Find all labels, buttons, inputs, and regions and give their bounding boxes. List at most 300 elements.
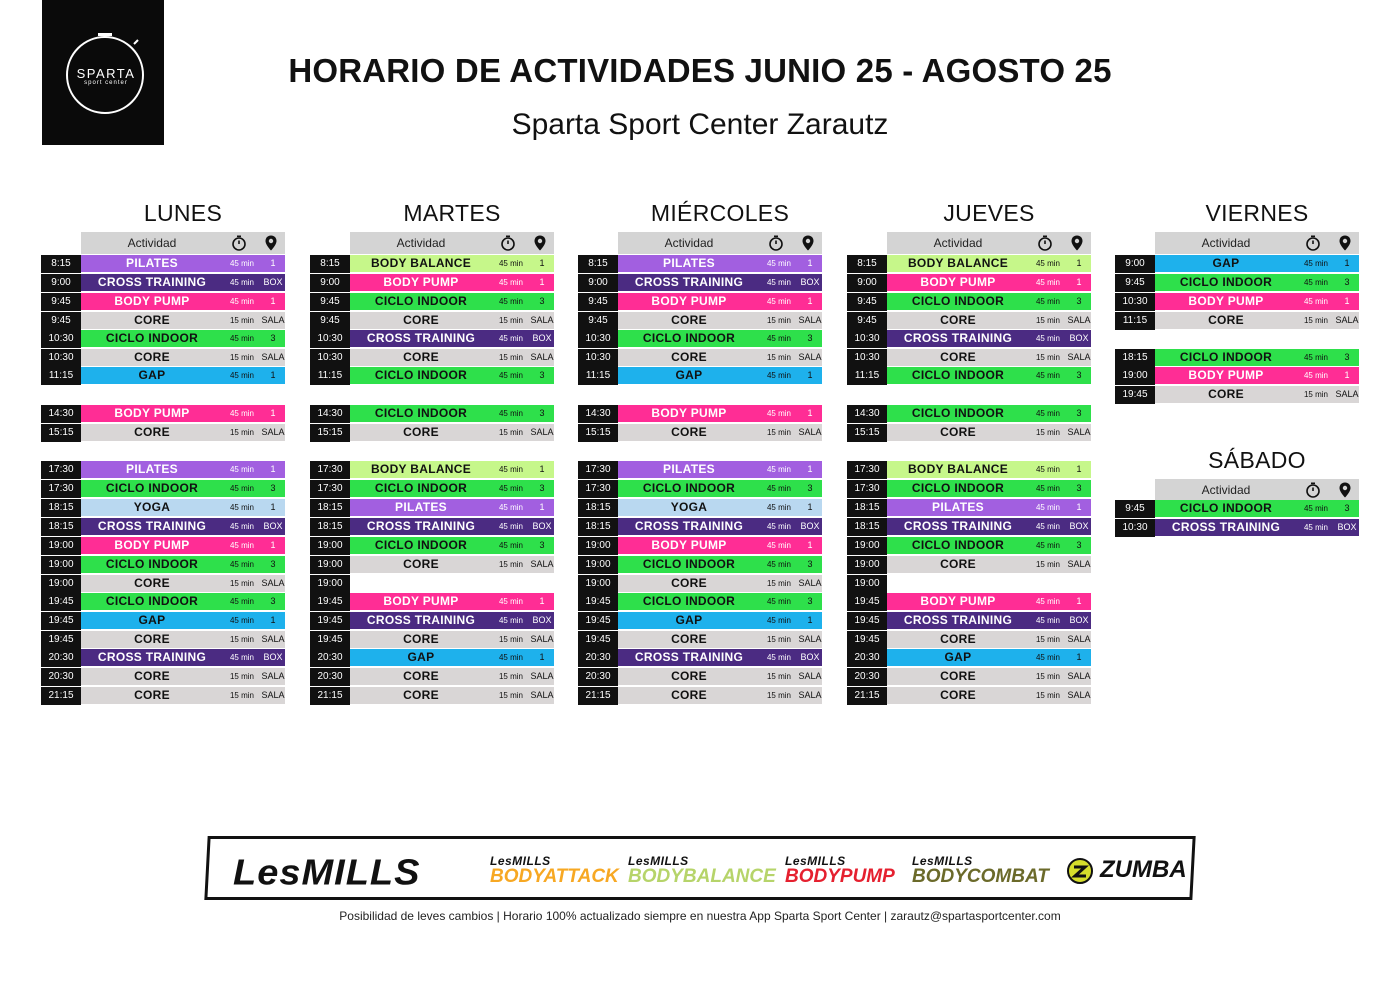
class-room: 3 bbox=[539, 370, 545, 380]
class-duration: 15 min bbox=[1035, 316, 1060, 325]
class-time: 14:30 bbox=[847, 405, 887, 423]
class-activity: YOGA bbox=[133, 500, 171, 514]
class-activity: CICLO INDOOR bbox=[642, 481, 736, 495]
class-duration: 45 min bbox=[1035, 484, 1060, 493]
class-duration: 45 min bbox=[498, 259, 523, 268]
class-time: 9:45 bbox=[41, 312, 81, 330]
class-activity: CROSS TRAINING bbox=[97, 650, 207, 664]
schedule-row bbox=[41, 255, 285, 273]
class-time: 20:30 bbox=[578, 649, 618, 667]
class-activity: CICLO INDOOR bbox=[642, 331, 736, 345]
class-time: 8:15 bbox=[847, 255, 887, 273]
class-time: 19:00 bbox=[310, 575, 350, 593]
schedule-row bbox=[41, 612, 285, 630]
schedule-row bbox=[310, 499, 554, 517]
class-time: 15:15 bbox=[310, 424, 350, 442]
class-duration: 15 min bbox=[766, 691, 791, 700]
schedule-row bbox=[847, 330, 1091, 348]
class-room: 3 bbox=[270, 596, 276, 606]
class-cell bbox=[81, 349, 285, 367]
class-duration: 45 min bbox=[1035, 371, 1060, 380]
schedule-row bbox=[41, 537, 285, 555]
class-duration: 45 min bbox=[766, 371, 791, 380]
class-duration: 45 min bbox=[229, 297, 254, 306]
schedule-row bbox=[578, 575, 822, 593]
activity-header-label: Actividad bbox=[396, 236, 446, 250]
class-duration: 15 min bbox=[229, 353, 254, 362]
class-room: 3 bbox=[1076, 540, 1082, 550]
class-room: 1 bbox=[1344, 258, 1350, 268]
class-time: 19:00 bbox=[578, 575, 618, 593]
day-table-header bbox=[81, 232, 285, 254]
class-time: 9:00 bbox=[847, 274, 887, 292]
class-time: 9:45 bbox=[578, 312, 618, 330]
schedule-row bbox=[847, 687, 1091, 705]
lesmills-logo: LesMILLS bbox=[233, 853, 421, 893]
schedule-row bbox=[578, 424, 822, 442]
class-duration: 45 min bbox=[1303, 259, 1328, 268]
class-activity: BODY PUMP bbox=[651, 294, 727, 308]
class-room: SALA bbox=[261, 690, 285, 700]
class-time: 8:15 bbox=[310, 255, 350, 273]
class-activity: CICLO INDOOR bbox=[105, 331, 199, 345]
schedule-row bbox=[578, 480, 822, 498]
class-time: 10:30 bbox=[847, 330, 887, 348]
class-time: 17:30 bbox=[41, 480, 81, 498]
zumba-icon bbox=[1066, 857, 1094, 885]
class-cell bbox=[81, 612, 285, 630]
schedule-row bbox=[847, 631, 1091, 649]
class-duration: 45 min bbox=[1035, 409, 1060, 418]
day-table-header bbox=[1155, 232, 1359, 254]
class-cell bbox=[1155, 367, 1359, 385]
class-time: 9:00 bbox=[310, 274, 350, 292]
schedule-row bbox=[578, 405, 822, 423]
class-activity: CROSS TRAINING bbox=[634, 650, 744, 664]
class-duration: 45 min bbox=[1303, 504, 1328, 513]
class-duration: 15 min bbox=[229, 579, 254, 588]
class-time: 15:15 bbox=[41, 424, 81, 442]
class-cell bbox=[1155, 349, 1359, 367]
class-cell bbox=[618, 518, 822, 536]
class-room: 3 bbox=[539, 540, 545, 550]
class-cell bbox=[81, 575, 285, 593]
class-activity: CICLO INDOOR bbox=[1179, 275, 1273, 289]
class-duration: 45 min bbox=[229, 334, 254, 343]
class-time: 19:00 bbox=[847, 575, 887, 593]
class-activity: GAP bbox=[138, 613, 166, 627]
class-time: 9:45 bbox=[847, 312, 887, 330]
schedule-row bbox=[41, 668, 285, 686]
class-activity: PILATES bbox=[663, 256, 715, 270]
schedule-row bbox=[310, 649, 554, 667]
class-room: SALA bbox=[1335, 315, 1359, 325]
class-duration: 15 min bbox=[498, 691, 523, 700]
class-cell bbox=[887, 255, 1091, 273]
class-duration: 45 min bbox=[766, 278, 791, 287]
class-cell bbox=[887, 424, 1091, 442]
schedule-row bbox=[41, 461, 285, 479]
class-room: 1 bbox=[1344, 370, 1350, 380]
class-activity: BODY PUMP bbox=[920, 594, 996, 608]
class-time: 17:30 bbox=[310, 480, 350, 498]
day-table-header bbox=[887, 232, 1091, 254]
class-activity: CICLO INDOOR bbox=[1179, 501, 1273, 515]
class-activity: BODY PUMP bbox=[383, 275, 459, 289]
class-time: 19:00 bbox=[310, 556, 350, 574]
footer-note: Posibilidad de leves cambios | Horario 100% actualizado siempre en nuestra App Sparta Sport Center | zarautz@spartasportcenter.com bbox=[339, 909, 1061, 923]
program-logo-1 bbox=[628, 854, 776, 888]
schedule-row bbox=[310, 668, 554, 686]
class-duration: 45 min bbox=[229, 541, 254, 550]
schedule-row bbox=[578, 612, 822, 630]
schedule-row bbox=[1115, 519, 1359, 537]
class-activity: CORE bbox=[940, 350, 976, 364]
schedule-row bbox=[310, 480, 554, 498]
schedule-row bbox=[578, 330, 822, 348]
class-duration: 15 min bbox=[766, 428, 791, 437]
class-time: 9:45 bbox=[41, 293, 81, 311]
class-room: SALA bbox=[1067, 559, 1091, 569]
class-duration: 45 min bbox=[766, 597, 791, 606]
class-time: 8:15 bbox=[578, 255, 618, 273]
class-activity: CORE bbox=[1208, 313, 1244, 327]
class-cell bbox=[1155, 386, 1359, 404]
class-room: 1 bbox=[807, 502, 813, 512]
class-duration: 45 min bbox=[498, 503, 523, 512]
class-activity: CORE bbox=[671, 632, 707, 646]
class-duration: 45 min bbox=[766, 541, 791, 550]
class-room: 1 bbox=[539, 277, 545, 287]
schedule-row bbox=[578, 668, 822, 686]
class-room: 1 bbox=[539, 596, 545, 606]
class-room: SALA bbox=[798, 352, 822, 362]
class-activity: GAP bbox=[1212, 256, 1240, 270]
class-room: 3 bbox=[1076, 296, 1082, 306]
schedule-row bbox=[847, 312, 1091, 330]
schedule-row bbox=[578, 537, 822, 555]
class-activity: CORE bbox=[940, 557, 976, 571]
program-brand: LesMILLS bbox=[628, 854, 689, 868]
class-room: 3 bbox=[1076, 408, 1082, 418]
class-room: BOX bbox=[1069, 333, 1089, 343]
class-duration: 15 min bbox=[229, 316, 254, 325]
class-duration: 45 min bbox=[1035, 541, 1060, 550]
class-room: 1 bbox=[807, 408, 813, 418]
schedule-row bbox=[41, 556, 285, 574]
schedule-row bbox=[578, 367, 822, 385]
class-cell bbox=[887, 537, 1091, 555]
activity-header-label: Actividad bbox=[933, 236, 983, 250]
schedule-row bbox=[310, 312, 554, 330]
class-cell bbox=[618, 293, 822, 311]
class-room: 1 bbox=[1076, 502, 1082, 512]
class-cell bbox=[350, 293, 554, 311]
class-cell bbox=[81, 255, 285, 273]
class-duration: 45 min bbox=[1303, 278, 1328, 287]
class-cell bbox=[81, 593, 285, 611]
class-time: 19:45 bbox=[310, 612, 350, 630]
class-cell bbox=[1155, 500, 1359, 518]
class-time: 18:15 bbox=[41, 518, 81, 536]
class-room: BOX bbox=[1069, 521, 1089, 531]
class-activity: CICLO INDOOR bbox=[374, 368, 468, 382]
class-activity: BODY PUMP bbox=[1188, 368, 1264, 382]
class-time: 19:45 bbox=[578, 631, 618, 649]
class-time: 17:30 bbox=[578, 461, 618, 479]
class-room: 1 bbox=[807, 296, 813, 306]
class-room: SALA bbox=[261, 671, 285, 681]
class-time: 10:30 bbox=[41, 349, 81, 367]
schedule-row bbox=[310, 330, 554, 348]
class-cell bbox=[350, 537, 554, 555]
class-cell bbox=[887, 668, 1091, 686]
class-duration: 15 min bbox=[498, 672, 523, 681]
class-duration: 45 min bbox=[766, 616, 791, 625]
class-duration: 15 min bbox=[1303, 390, 1328, 399]
program-brand: LesMILLS bbox=[490, 854, 551, 868]
schedule-row bbox=[847, 499, 1091, 517]
class-cell bbox=[350, 575, 554, 593]
schedule-row bbox=[1115, 312, 1359, 330]
class-activity: CROSS TRAINING bbox=[97, 519, 207, 533]
class-time: 10:30 bbox=[578, 330, 618, 348]
class-time: 9:00 bbox=[1115, 255, 1155, 273]
class-duration: 15 min bbox=[498, 635, 523, 644]
class-activity: PILATES bbox=[126, 462, 178, 476]
class-room: BOX bbox=[800, 277, 820, 287]
class-duration: 45 min bbox=[1035, 616, 1060, 625]
schedule-row bbox=[578, 312, 822, 330]
class-room: 1 bbox=[1076, 464, 1082, 474]
class-duration: 45 min bbox=[498, 409, 523, 418]
class-cell bbox=[887, 312, 1091, 330]
class-cell bbox=[350, 612, 554, 630]
class-activity: CORE bbox=[671, 669, 707, 683]
schedule-row bbox=[578, 293, 822, 311]
class-duration: 45 min bbox=[766, 653, 791, 662]
class-time: 19:00 bbox=[847, 537, 887, 555]
class-activity: BODY PUMP bbox=[114, 538, 190, 552]
class-duration: 45 min bbox=[1303, 523, 1328, 532]
class-cell bbox=[81, 631, 285, 649]
class-activity: CORE bbox=[403, 557, 439, 571]
class-cell bbox=[81, 499, 285, 517]
class-duration: 45 min bbox=[229, 522, 254, 531]
schedule-row bbox=[310, 424, 554, 442]
class-activity: GAP bbox=[407, 650, 435, 664]
class-duration: 45 min bbox=[1035, 465, 1060, 474]
class-activity: CORE bbox=[671, 576, 707, 590]
class-activity: CORE bbox=[940, 425, 976, 439]
day-name: MIÉRCOLES bbox=[650, 200, 790, 226]
class-activity: GAP bbox=[675, 368, 703, 382]
class-activity: CORE bbox=[671, 313, 707, 327]
class-time: 21:15 bbox=[41, 687, 81, 705]
schedule-row bbox=[578, 556, 822, 574]
schedule-row bbox=[847, 556, 1091, 574]
class-activity: PILATES bbox=[932, 500, 984, 514]
class-time: 19:00 bbox=[578, 556, 618, 574]
class-activity: CORE bbox=[1208, 387, 1244, 401]
class-cell bbox=[887, 593, 1091, 611]
class-cell bbox=[618, 480, 822, 498]
class-duration: 45 min bbox=[229, 371, 254, 380]
class-room: 1 bbox=[539, 652, 545, 662]
class-duration: 15 min bbox=[498, 428, 523, 437]
class-activity: CICLO INDOOR bbox=[105, 594, 199, 608]
class-cell bbox=[887, 405, 1091, 423]
class-duration: 45 min bbox=[1035, 597, 1060, 606]
sparta-logo-text: SPARTA bbox=[76, 66, 136, 81]
day-name: JUEVES bbox=[943, 200, 1035, 226]
class-cell bbox=[887, 556, 1091, 574]
class-room: BOX bbox=[532, 333, 552, 343]
class-time: 19:45 bbox=[578, 612, 618, 630]
class-time: 9:45 bbox=[1115, 500, 1155, 518]
schedule-row bbox=[578, 461, 822, 479]
schedule-row bbox=[310, 293, 554, 311]
class-activity: CORE bbox=[134, 350, 170, 364]
class-room: 3 bbox=[270, 333, 276, 343]
class-cell bbox=[618, 405, 822, 423]
class-time: 20:30 bbox=[41, 649, 81, 667]
schedule-row bbox=[310, 349, 554, 367]
class-time: 20:30 bbox=[578, 668, 618, 686]
class-activity: CICLO INDOOR bbox=[105, 557, 199, 571]
class-room: SALA bbox=[1067, 315, 1091, 325]
class-cell bbox=[81, 312, 285, 330]
schedule-row bbox=[578, 499, 822, 517]
class-room: SALA bbox=[530, 690, 554, 700]
class-cell bbox=[618, 631, 822, 649]
class-cell bbox=[1155, 274, 1359, 292]
location-pin-icon bbox=[799, 234, 817, 252]
schedule-row bbox=[847, 424, 1091, 442]
schedule-row bbox=[310, 274, 554, 292]
class-cell bbox=[350, 367, 554, 385]
class-cell bbox=[350, 593, 554, 611]
class-cell bbox=[81, 424, 285, 442]
class-time: 19:00 bbox=[41, 575, 81, 593]
class-room: 3 bbox=[1344, 352, 1350, 362]
class-room: 3 bbox=[1076, 483, 1082, 493]
class-duration: 45 min bbox=[498, 653, 523, 662]
schedule-row bbox=[578, 631, 822, 649]
class-time: 10:30 bbox=[1115, 519, 1155, 537]
class-duration: 45 min bbox=[766, 522, 791, 531]
class-duration: 15 min bbox=[1035, 691, 1060, 700]
schedule-row bbox=[41, 367, 285, 385]
class-cell bbox=[1155, 293, 1359, 311]
class-duration: 45 min bbox=[229, 465, 254, 474]
class-activity: CORE bbox=[940, 632, 976, 646]
class-room: BOX bbox=[263, 277, 283, 287]
class-duration: 15 min bbox=[229, 635, 254, 644]
class-room: 3 bbox=[807, 483, 813, 493]
class-time: 20:30 bbox=[41, 668, 81, 686]
class-time: 9:45 bbox=[1115, 274, 1155, 292]
location-pin-icon bbox=[531, 234, 549, 252]
class-activity: CORE bbox=[403, 425, 439, 439]
class-duration: 45 min bbox=[498, 297, 523, 306]
class-activity: BODY PUMP bbox=[383, 594, 459, 608]
schedule-row bbox=[41, 293, 285, 311]
class-time: 18:15 bbox=[310, 518, 350, 536]
program-name: BODYPUMP bbox=[785, 866, 895, 887]
class-activity: CORE bbox=[671, 425, 707, 439]
class-activity: BODY PUMP bbox=[114, 294, 190, 308]
class-cell bbox=[350, 255, 554, 273]
class-time: 18:15 bbox=[1115, 349, 1155, 367]
schedule-row bbox=[41, 518, 285, 536]
schedule-row bbox=[1115, 255, 1359, 273]
schedule-row bbox=[847, 575, 1091, 593]
class-cell bbox=[81, 537, 285, 555]
schedule-row bbox=[41, 349, 285, 367]
location-pin-icon bbox=[1336, 481, 1354, 499]
class-activity: BODY BALANCE bbox=[907, 462, 1009, 476]
schedule-row bbox=[578, 593, 822, 611]
class-time: 10:30 bbox=[578, 349, 618, 367]
schedule-row bbox=[310, 593, 554, 611]
activity-header-label: Actividad bbox=[1201, 236, 1251, 250]
class-room: BOX bbox=[263, 652, 283, 662]
class-time: 19:00 bbox=[578, 537, 618, 555]
class-time: 10:30 bbox=[41, 330, 81, 348]
class-time: 19:00 bbox=[1115, 367, 1155, 385]
class-cell bbox=[350, 668, 554, 686]
class-activity: CORE bbox=[134, 425, 170, 439]
class-cell bbox=[887, 349, 1091, 367]
class-room: SALA bbox=[261, 427, 285, 437]
class-room: 1 bbox=[807, 464, 813, 474]
class-cell bbox=[81, 480, 285, 498]
schedule-row bbox=[1115, 293, 1359, 311]
class-activity: BODY PUMP bbox=[651, 406, 727, 420]
class-activity: CORE bbox=[940, 669, 976, 683]
class-time: 11:15 bbox=[578, 367, 618, 385]
schedule-row bbox=[41, 405, 285, 423]
class-duration: 45 min bbox=[498, 541, 523, 550]
schedule-row bbox=[847, 367, 1091, 385]
class-cell bbox=[81, 405, 285, 423]
schedule-row bbox=[847, 274, 1091, 292]
schedule-row bbox=[1115, 349, 1359, 367]
class-cell bbox=[618, 649, 822, 667]
class-time: 19:45 bbox=[847, 612, 887, 630]
class-cell bbox=[350, 349, 554, 367]
class-activity: CICLO INDOOR bbox=[911, 538, 1005, 552]
class-cell bbox=[887, 687, 1091, 705]
class-time: 18:15 bbox=[578, 518, 618, 536]
class-activity: CORE bbox=[403, 688, 439, 702]
class-cell bbox=[81, 274, 285, 292]
schedule-row bbox=[41, 274, 285, 292]
schedule-row bbox=[847, 668, 1091, 686]
schedule-row bbox=[310, 405, 554, 423]
class-room: SALA bbox=[261, 578, 285, 588]
class-duration: 15 min bbox=[1303, 316, 1328, 325]
program-logo-2 bbox=[785, 854, 895, 888]
schedule-row bbox=[847, 461, 1091, 479]
class-duration: 45 min bbox=[766, 297, 791, 306]
class-activity: CORE bbox=[403, 350, 439, 364]
class-cell bbox=[618, 274, 822, 292]
class-cell bbox=[350, 461, 554, 479]
class-cell bbox=[887, 367, 1091, 385]
class-duration: 45 min bbox=[229, 503, 254, 512]
